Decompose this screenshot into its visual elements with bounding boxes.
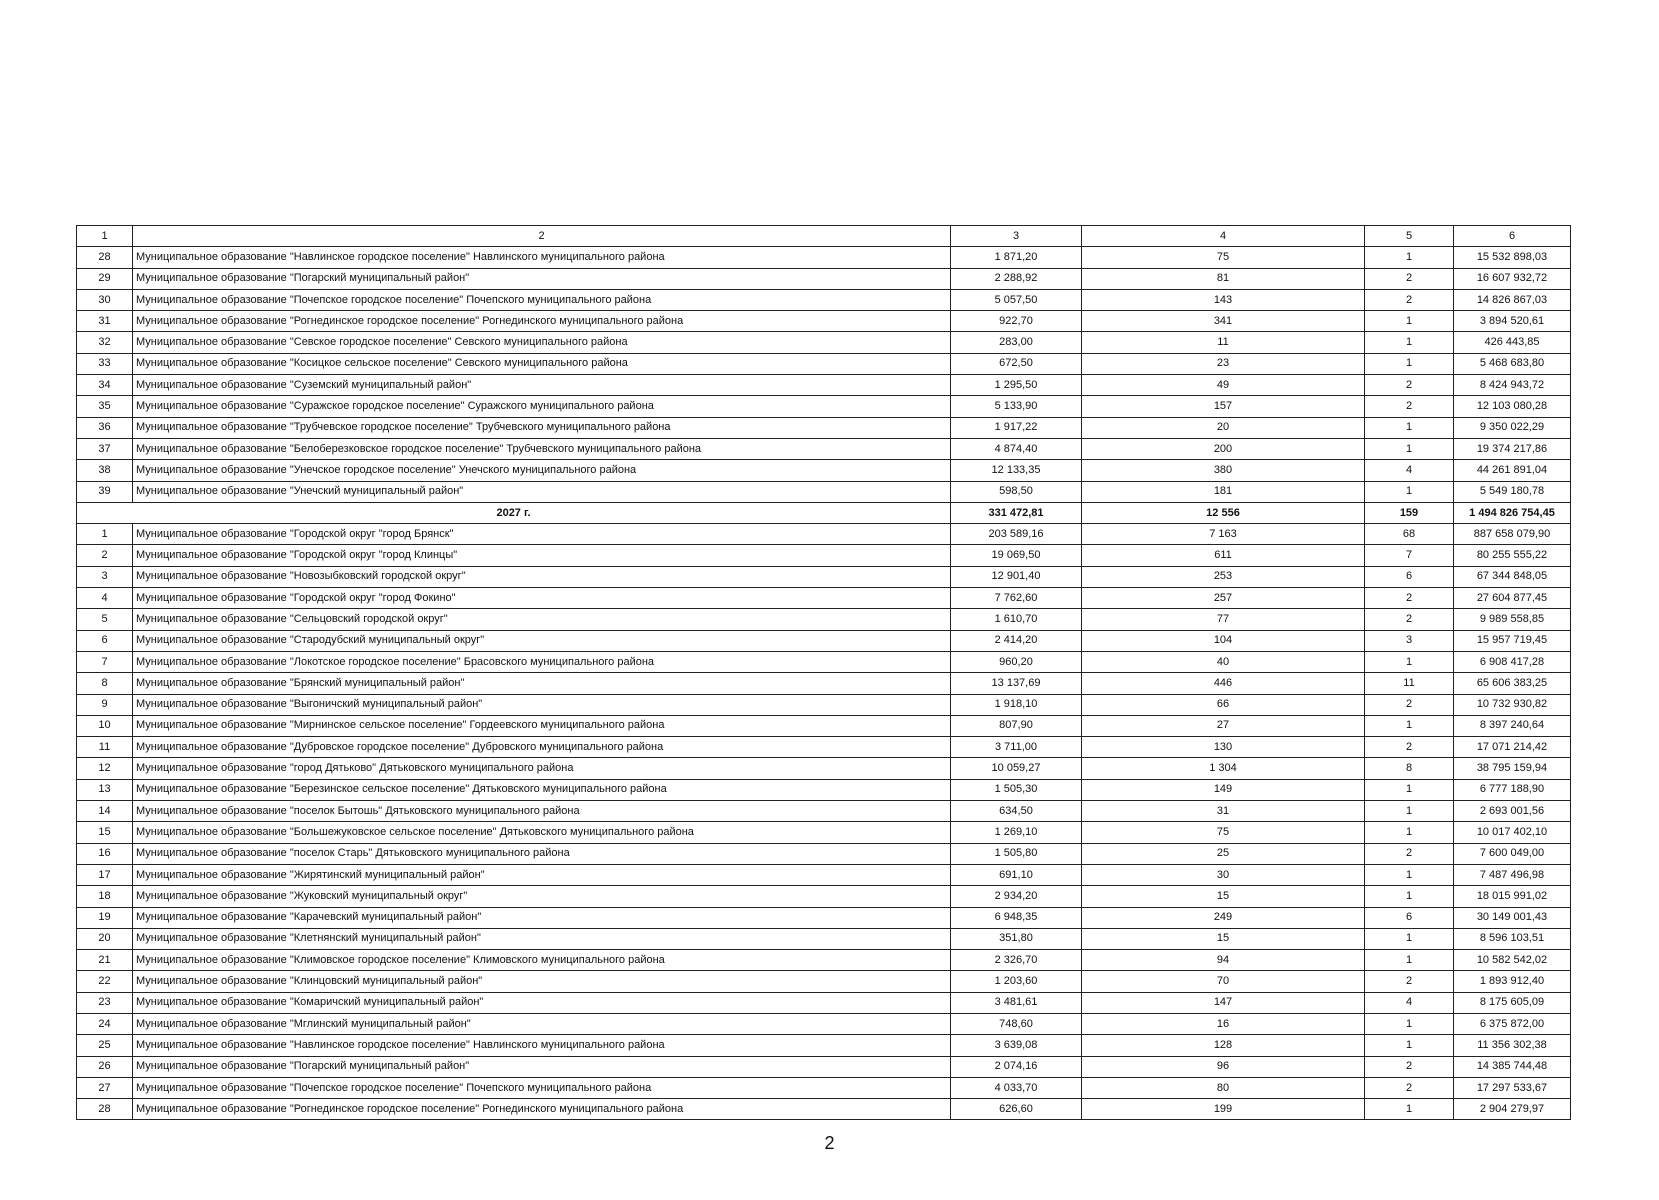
area-value: 7 762,60 [951, 588, 1082, 609]
area-value: 2 934,20 [951, 886, 1082, 907]
amount-value: 2 693 001,56 [1454, 801, 1571, 822]
area-value: 283,00 [951, 332, 1082, 353]
municipality-name: Муниципальное образование "Суземский муниципальный район" [133, 375, 951, 396]
row-number: 33 [77, 353, 133, 374]
count-value: 75 [1082, 247, 1365, 268]
amount-value: 5 468 683,80 [1454, 353, 1571, 374]
table-row [77, 417, 1571, 438]
amount-value: 8 596 103,51 [1454, 928, 1571, 949]
quantity-value: 1 [1365, 1013, 1454, 1034]
area-value: 1 917,22 [951, 417, 1082, 438]
quantity-value: 2 [1365, 971, 1454, 992]
row-number: 30 [77, 289, 133, 310]
table-row [77, 950, 1571, 971]
count-value: 80 [1082, 1077, 1365, 1098]
amount-value: 6 908 417,28 [1454, 651, 1571, 672]
header-cell: 2 [133, 226, 951, 247]
municipality-name: Муниципальное образование "Трубчевское городское поселение" Трубчевского муниципального района [133, 417, 951, 438]
amount-value: 8 397 240,64 [1454, 715, 1571, 736]
count-value: 253 [1082, 566, 1365, 587]
row-number: 23 [77, 992, 133, 1013]
amount-value: 8 424 943,72 [1454, 375, 1571, 396]
row-number: 15 [77, 822, 133, 843]
municipality-name: Муниципальное образование "Сельцовский городской округ" [133, 609, 951, 630]
amount-value: 1 893 912,40 [1454, 971, 1571, 992]
quantity-value: 2 [1365, 1077, 1454, 1098]
area-value: 3 481,61 [951, 992, 1082, 1013]
area-value: 6 948,35 [951, 907, 1082, 928]
row-number: 16 [77, 843, 133, 864]
year-total-row [77, 502, 1571, 523]
area-value: 1 505,30 [951, 779, 1082, 800]
quantity-value: 2 [1365, 843, 1454, 864]
quantity-value: 1 [1365, 651, 1454, 672]
table-row [77, 758, 1571, 779]
count-value: 341 [1082, 311, 1365, 332]
quantity-value: 1 [1365, 1035, 1454, 1056]
count-value: 200 [1082, 438, 1365, 459]
amount-value: 2 904 279,97 [1454, 1099, 1571, 1120]
area-value: 807,90 [951, 715, 1082, 736]
amount-value: 65 606 383,25 [1454, 673, 1571, 694]
quantity-value: 2 [1365, 588, 1454, 609]
table-row [77, 332, 1571, 353]
count-value: 77 [1082, 609, 1365, 630]
municipality-name: Муниципальное образование "Мглинский муниципальный район" [133, 1013, 951, 1034]
table-row [77, 822, 1571, 843]
row-number: 22 [77, 971, 133, 992]
amount-value: 30 149 001,43 [1454, 907, 1571, 928]
count-value: 23 [1082, 353, 1365, 374]
quantity-value: 1 [1365, 1099, 1454, 1120]
row-number: 24 [77, 1013, 133, 1034]
table-row [77, 460, 1571, 481]
quantity-value: 68 [1365, 524, 1454, 545]
quantity-value: 6 [1365, 566, 1454, 587]
row-number: 18 [77, 886, 133, 907]
area-value: 2 288,92 [951, 268, 1082, 289]
row-number: 6 [77, 630, 133, 651]
count-value: 81 [1082, 268, 1365, 289]
amount-value: 17 297 533,67 [1454, 1077, 1571, 1098]
amount-value: 18 015 991,02 [1454, 886, 1571, 907]
count-value: 128 [1082, 1035, 1365, 1056]
municipality-name: Муниципальное образование "Белоберезковское городское поселение" Трубчевского муниципального района [133, 438, 951, 459]
row-number: 11 [77, 737, 133, 758]
area-value: 3 639,08 [951, 1035, 1082, 1056]
amount-value: 8 175 605,09 [1454, 992, 1571, 1013]
area-value: 1 871,20 [951, 247, 1082, 268]
area-value: 203 589,16 [951, 524, 1082, 545]
amount-value: 12 103 080,28 [1454, 396, 1571, 417]
amount-value: 15 532 898,03 [1454, 247, 1571, 268]
area-value: 598,50 [951, 481, 1082, 502]
municipality-name: Муниципальное образование "Косицкое сельское поселение" Севского муниципального района [133, 353, 951, 374]
count-value: 199 [1082, 1099, 1365, 1120]
count-value: 7 163 [1082, 524, 1365, 545]
table-row [77, 864, 1571, 885]
count-value: 15 [1082, 886, 1365, 907]
table-row [77, 843, 1571, 864]
table-row [77, 311, 1571, 332]
count-value: 181 [1082, 481, 1365, 502]
amount-value: 426 443,85 [1454, 332, 1571, 353]
count-value: 20 [1082, 417, 1365, 438]
municipality-name: Муниципальное образование "Выгоничский муниципальный район" [133, 694, 951, 715]
quantity-value: 1 [1365, 801, 1454, 822]
area-value: 1 269,10 [951, 822, 1082, 843]
amount-value: 19 374 217,86 [1454, 438, 1571, 459]
quantity-value: 7 [1365, 545, 1454, 566]
municipality-name: Муниципальное образование "Жуковский муниципальный округ" [133, 886, 951, 907]
amount-value: 80 255 555,22 [1454, 545, 1571, 566]
quantity-value: 2 [1365, 609, 1454, 630]
municipality-name: Муниципальное образование "Комаричский муниципальный район" [133, 992, 951, 1013]
count-value: 611 [1082, 545, 1365, 566]
row-number: 39 [77, 481, 133, 502]
municipality-name: Муниципальное образование "Брянский муниципальный район" [133, 673, 951, 694]
row-number: 20 [77, 928, 133, 949]
table-row [77, 438, 1571, 459]
amount-value: 14 385 744,48 [1454, 1056, 1571, 1077]
count-value: 96 [1082, 1056, 1365, 1077]
quantity-value: 2 [1365, 268, 1454, 289]
quantity-value: 3 [1365, 630, 1454, 651]
count-value: 31 [1082, 801, 1365, 822]
area-value: 2 326,70 [951, 950, 1082, 971]
table-row [77, 928, 1571, 949]
municipality-name: Муниципальное образование "город Дятьково" Дятьковского муниципального района [133, 758, 951, 779]
row-number: 25 [77, 1035, 133, 1056]
table-row [77, 609, 1571, 630]
count-value: 27 [1082, 715, 1365, 736]
row-number: 32 [77, 332, 133, 353]
municipality-name: Муниципальное образование "Городской округ "город Брянск" [133, 524, 951, 545]
municipality-name: Муниципальное образование "Березинское сельское поселение" Дятьковского муниципального района [133, 779, 951, 800]
quantity-value: 1 [1365, 247, 1454, 268]
municipality-name: Муниципальное образование "Навлинское городское поселение" Навлинского муниципального района [133, 1035, 951, 1056]
table-body [77, 226, 1571, 1120]
quantity-value: 4 [1365, 460, 1454, 481]
row-number: 13 [77, 779, 133, 800]
amount-value: 10 582 542,02 [1454, 950, 1571, 971]
amount-value: 14 826 867,03 [1454, 289, 1571, 310]
count-value: 147 [1082, 992, 1365, 1013]
area-value: 2 414,20 [951, 630, 1082, 651]
count-value: 104 [1082, 630, 1365, 651]
municipality-name: Муниципальное образование "Погарский муниципальный район" [133, 268, 951, 289]
area-value: 1 295,50 [951, 375, 1082, 396]
row-number: 4 [77, 588, 133, 609]
area-value: 12 901,40 [951, 566, 1082, 587]
amount-value: 10 017 402,10 [1454, 822, 1571, 843]
count-value: 75 [1082, 822, 1365, 843]
table-row [77, 737, 1571, 758]
municipality-name: Муниципальное образование "поселок Бытошь" Дятьковского муниципального района [133, 801, 951, 822]
table-row [77, 715, 1571, 736]
quantity-value: 8 [1365, 758, 1454, 779]
area-value: 1 505,80 [951, 843, 1082, 864]
count-value: 30 [1082, 864, 1365, 885]
area-value: 4 874,40 [951, 438, 1082, 459]
amount-value: 11 356 302,38 [1454, 1035, 1571, 1056]
quantity-value: 1 [1365, 928, 1454, 949]
row-number: 8 [77, 673, 133, 694]
municipality-name: Муниципальное образование "Стародубский муниципальный округ" [133, 630, 951, 651]
amount-value: 7 600 049,00 [1454, 843, 1571, 864]
table-row [77, 247, 1571, 268]
table-row [77, 566, 1571, 587]
table-row [77, 779, 1571, 800]
row-number: 19 [77, 907, 133, 928]
area-value: 4 033,70 [951, 1077, 1082, 1098]
municipality-name: Муниципальное образование "Дубровское городское поселение" Дубровского муниципального района [133, 737, 951, 758]
row-number: 5 [77, 609, 133, 630]
row-number: 7 [77, 651, 133, 672]
table-row [77, 268, 1571, 289]
quantity-value: 6 [1365, 907, 1454, 928]
table-row [77, 651, 1571, 672]
table-row [77, 524, 1571, 545]
quantity-value: 2 [1365, 375, 1454, 396]
count-value: 446 [1082, 673, 1365, 694]
municipality-name: Муниципальное образование "Большежуковское сельское поселение" Дятьковского муниципального района [133, 822, 951, 843]
row-number: 9 [77, 694, 133, 715]
count-value: 249 [1082, 907, 1365, 928]
municipality-name: Муниципальное образование "Карачевский муниципальный район" [133, 907, 951, 928]
row-number: 28 [77, 247, 133, 268]
count-value: 12 556 [1082, 502, 1365, 523]
table-row [77, 396, 1571, 417]
table-row [77, 971, 1571, 992]
table-row [77, 1077, 1571, 1098]
amount-value: 1 494 826 754,45 [1454, 502, 1571, 523]
municipality-name: Муниципальное образование "Суражское городское поселение" Суражского муниципального района [133, 396, 951, 417]
amount-value: 17 071 214,42 [1454, 737, 1571, 758]
amount-value: 27 604 877,45 [1454, 588, 1571, 609]
quantity-value: 1 [1365, 779, 1454, 800]
row-number: 1 [77, 524, 133, 545]
amount-value: 9 989 558,85 [1454, 609, 1571, 630]
municipality-name: Муниципальное образование "Навлинское городское поселение" Навлинского муниципального района [133, 247, 951, 268]
municipality-name: Муниципальное образование "Унечское городское поселение" Унечского муниципального района [133, 460, 951, 481]
table-row [77, 673, 1571, 694]
count-value: 70 [1082, 971, 1365, 992]
table-row [77, 992, 1571, 1013]
municipality-name: Муниципальное образование "Почепское городское поселение" Почепского муниципального района [133, 1077, 951, 1098]
row-number: 3 [77, 566, 133, 587]
header-cell: 3 [951, 226, 1082, 247]
table-row [77, 375, 1571, 396]
row-number: 2 [77, 545, 133, 566]
municipality-name: Муниципальное образование "Климовское городское поселение" Климовского муниципального района [133, 950, 951, 971]
quantity-value: 1 [1365, 481, 1454, 502]
count-value: 257 [1082, 588, 1365, 609]
amount-value: 67 344 848,05 [1454, 566, 1571, 587]
count-value: 1 304 [1082, 758, 1365, 779]
area-value: 5 133,90 [951, 396, 1082, 417]
amount-value: 15 957 719,45 [1454, 630, 1571, 651]
municipality-name: Муниципальное образование "Рогнединское городское поселение" Рогнединского муниципального района [133, 311, 951, 332]
area-value: 1 610,70 [951, 609, 1082, 630]
count-value: 66 [1082, 694, 1365, 715]
amount-value: 3 894 520,61 [1454, 311, 1571, 332]
area-value: 922,70 [951, 311, 1082, 332]
quantity-value: 1 [1365, 864, 1454, 885]
row-number: 38 [77, 460, 133, 481]
municipality-name: Муниципальное образование "Погарский муниципальный район" [133, 1056, 951, 1077]
amount-value: 5 549 180,78 [1454, 481, 1571, 502]
amount-value: 887 658 079,90 [1454, 524, 1571, 545]
quantity-value: 2 [1365, 396, 1454, 417]
quantity-value: 2 [1365, 694, 1454, 715]
count-value: 49 [1082, 375, 1365, 396]
row-number: 26 [77, 1056, 133, 1077]
row-number: 37 [77, 438, 133, 459]
count-value: 143 [1082, 289, 1365, 310]
municipality-name: Муниципальное образование "Жирятинский муниципальный район" [133, 864, 951, 885]
municipality-name: Муниципальное образование "Клинцовский муниципальный район" [133, 971, 951, 992]
table-row [77, 801, 1571, 822]
table-row [77, 1035, 1571, 1056]
row-number: 17 [77, 864, 133, 885]
quantity-value: 4 [1365, 992, 1454, 1013]
header-cell: 5 [1365, 226, 1454, 247]
area-value: 1 203,60 [951, 971, 1082, 992]
row-number: 28 [77, 1099, 133, 1120]
municipality-name: Муниципальное образование "Новозыбковский городской округ" [133, 566, 951, 587]
header-cell: 4 [1082, 226, 1365, 247]
quantity-value: 1 [1365, 311, 1454, 332]
row-number: 34 [77, 375, 133, 396]
quantity-value: 1 [1365, 332, 1454, 353]
count-value: 25 [1082, 843, 1365, 864]
quantity-value: 1 [1365, 353, 1454, 374]
area-value: 626,60 [951, 1099, 1082, 1120]
row-number: 10 [77, 715, 133, 736]
municipality-name: Муниципальное образование "Мирнинское сельское поселение" Гордеевского муниципального района [133, 715, 951, 736]
header-cell: 6 [1454, 226, 1571, 247]
quantity-value: 2 [1365, 737, 1454, 758]
area-value: 748,60 [951, 1013, 1082, 1034]
municipality-name: Муниципальное образование "Локотское городское поселение" Брасовского муниципального района [133, 651, 951, 672]
table-row [77, 481, 1571, 502]
count-value: 16 [1082, 1013, 1365, 1034]
table-row [77, 289, 1571, 310]
count-value: 15 [1082, 928, 1365, 949]
municipality-name: Муниципальное образование "Городской округ "город Фокино" [133, 588, 951, 609]
municipality-name: Муниципальное образование "поселок Старь" Дятьковского муниципального района [133, 843, 951, 864]
quantity-value: 1 [1365, 822, 1454, 843]
row-number: 12 [77, 758, 133, 779]
amount-value: 6 777 188,90 [1454, 779, 1571, 800]
data-table [76, 225, 1571, 1120]
table-row [77, 907, 1571, 928]
row-number: 36 [77, 417, 133, 438]
quantity-value: 11 [1365, 673, 1454, 694]
row-number: 21 [77, 950, 133, 971]
table-row [77, 694, 1571, 715]
quantity-value: 1 [1365, 417, 1454, 438]
amount-value: 9 350 022,29 [1454, 417, 1571, 438]
amount-value: 10 732 930,82 [1454, 694, 1571, 715]
quantity-value: 159 [1365, 502, 1454, 523]
quantity-value: 1 [1365, 438, 1454, 459]
count-value: 94 [1082, 950, 1365, 971]
table-row [77, 630, 1571, 651]
page-number: 2 [824, 1133, 835, 1153]
amount-value: 38 795 159,94 [1454, 758, 1571, 779]
municipality-name: Муниципальное образование "Клетнянский муниципальный район" [133, 928, 951, 949]
year-label: 2027 г. [77, 502, 951, 523]
quantity-value: 1 [1365, 715, 1454, 736]
quantity-value: 2 [1365, 289, 1454, 310]
row-number: 14 [77, 801, 133, 822]
table-row [77, 1013, 1571, 1034]
area-value: 2 074,16 [951, 1056, 1082, 1077]
quantity-value: 2 [1365, 1056, 1454, 1077]
amount-value: 6 375 872,00 [1454, 1013, 1571, 1034]
table-row [77, 1056, 1571, 1077]
area-value: 1 918,10 [951, 694, 1082, 715]
count-value: 130 [1082, 737, 1365, 758]
area-value: 331 472,81 [951, 502, 1082, 523]
area-value: 672,50 [951, 353, 1082, 374]
row-number: 29 [77, 268, 133, 289]
table-row [77, 886, 1571, 907]
count-value: 157 [1082, 396, 1365, 417]
area-value: 960,20 [951, 651, 1082, 672]
area-value: 351,80 [951, 928, 1082, 949]
header-cell: 1 [77, 226, 133, 247]
quantity-value: 1 [1365, 950, 1454, 971]
row-number: 27 [77, 1077, 133, 1098]
table-row [77, 1099, 1571, 1120]
amount-value: 16 607 932,72 [1454, 268, 1571, 289]
area-value: 5 057,50 [951, 289, 1082, 310]
area-value: 691,10 [951, 864, 1082, 885]
area-value: 12 133,35 [951, 460, 1082, 481]
table-row [77, 588, 1571, 609]
row-number: 35 [77, 396, 133, 417]
area-value: 13 137,69 [951, 673, 1082, 694]
count-value: 11 [1082, 332, 1365, 353]
amount-value: 44 261 891,04 [1454, 460, 1571, 481]
municipality-name: Муниципальное образование "Рогнединское городское поселение" Рогнединского муниципального района [133, 1099, 951, 1120]
municipality-name: Муниципальное образование "Почепское городское поселение" Почепского муниципального района [133, 289, 951, 310]
municipality-name: Муниципальное образование "Городской округ "город Клинцы" [133, 545, 951, 566]
area-value: 10 059,27 [951, 758, 1082, 779]
area-value: 19 069,50 [951, 545, 1082, 566]
municipality-name: Муниципальное образование "Севское городское поселение" Севского муниципального района [133, 332, 951, 353]
header-row [77, 226, 1571, 247]
row-number: 31 [77, 311, 133, 332]
quantity-value: 1 [1365, 886, 1454, 907]
table-row [77, 353, 1571, 374]
count-value: 149 [1082, 779, 1365, 800]
area-value: 3 711,00 [951, 737, 1082, 758]
municipality-name: Муниципальное образование "Унечский муниципальный район" [133, 481, 951, 502]
count-value: 380 [1082, 460, 1365, 481]
area-value: 634,50 [951, 801, 1082, 822]
amount-value: 7 487 496,98 [1454, 864, 1571, 885]
table-row [77, 545, 1571, 566]
count-value: 40 [1082, 651, 1365, 672]
